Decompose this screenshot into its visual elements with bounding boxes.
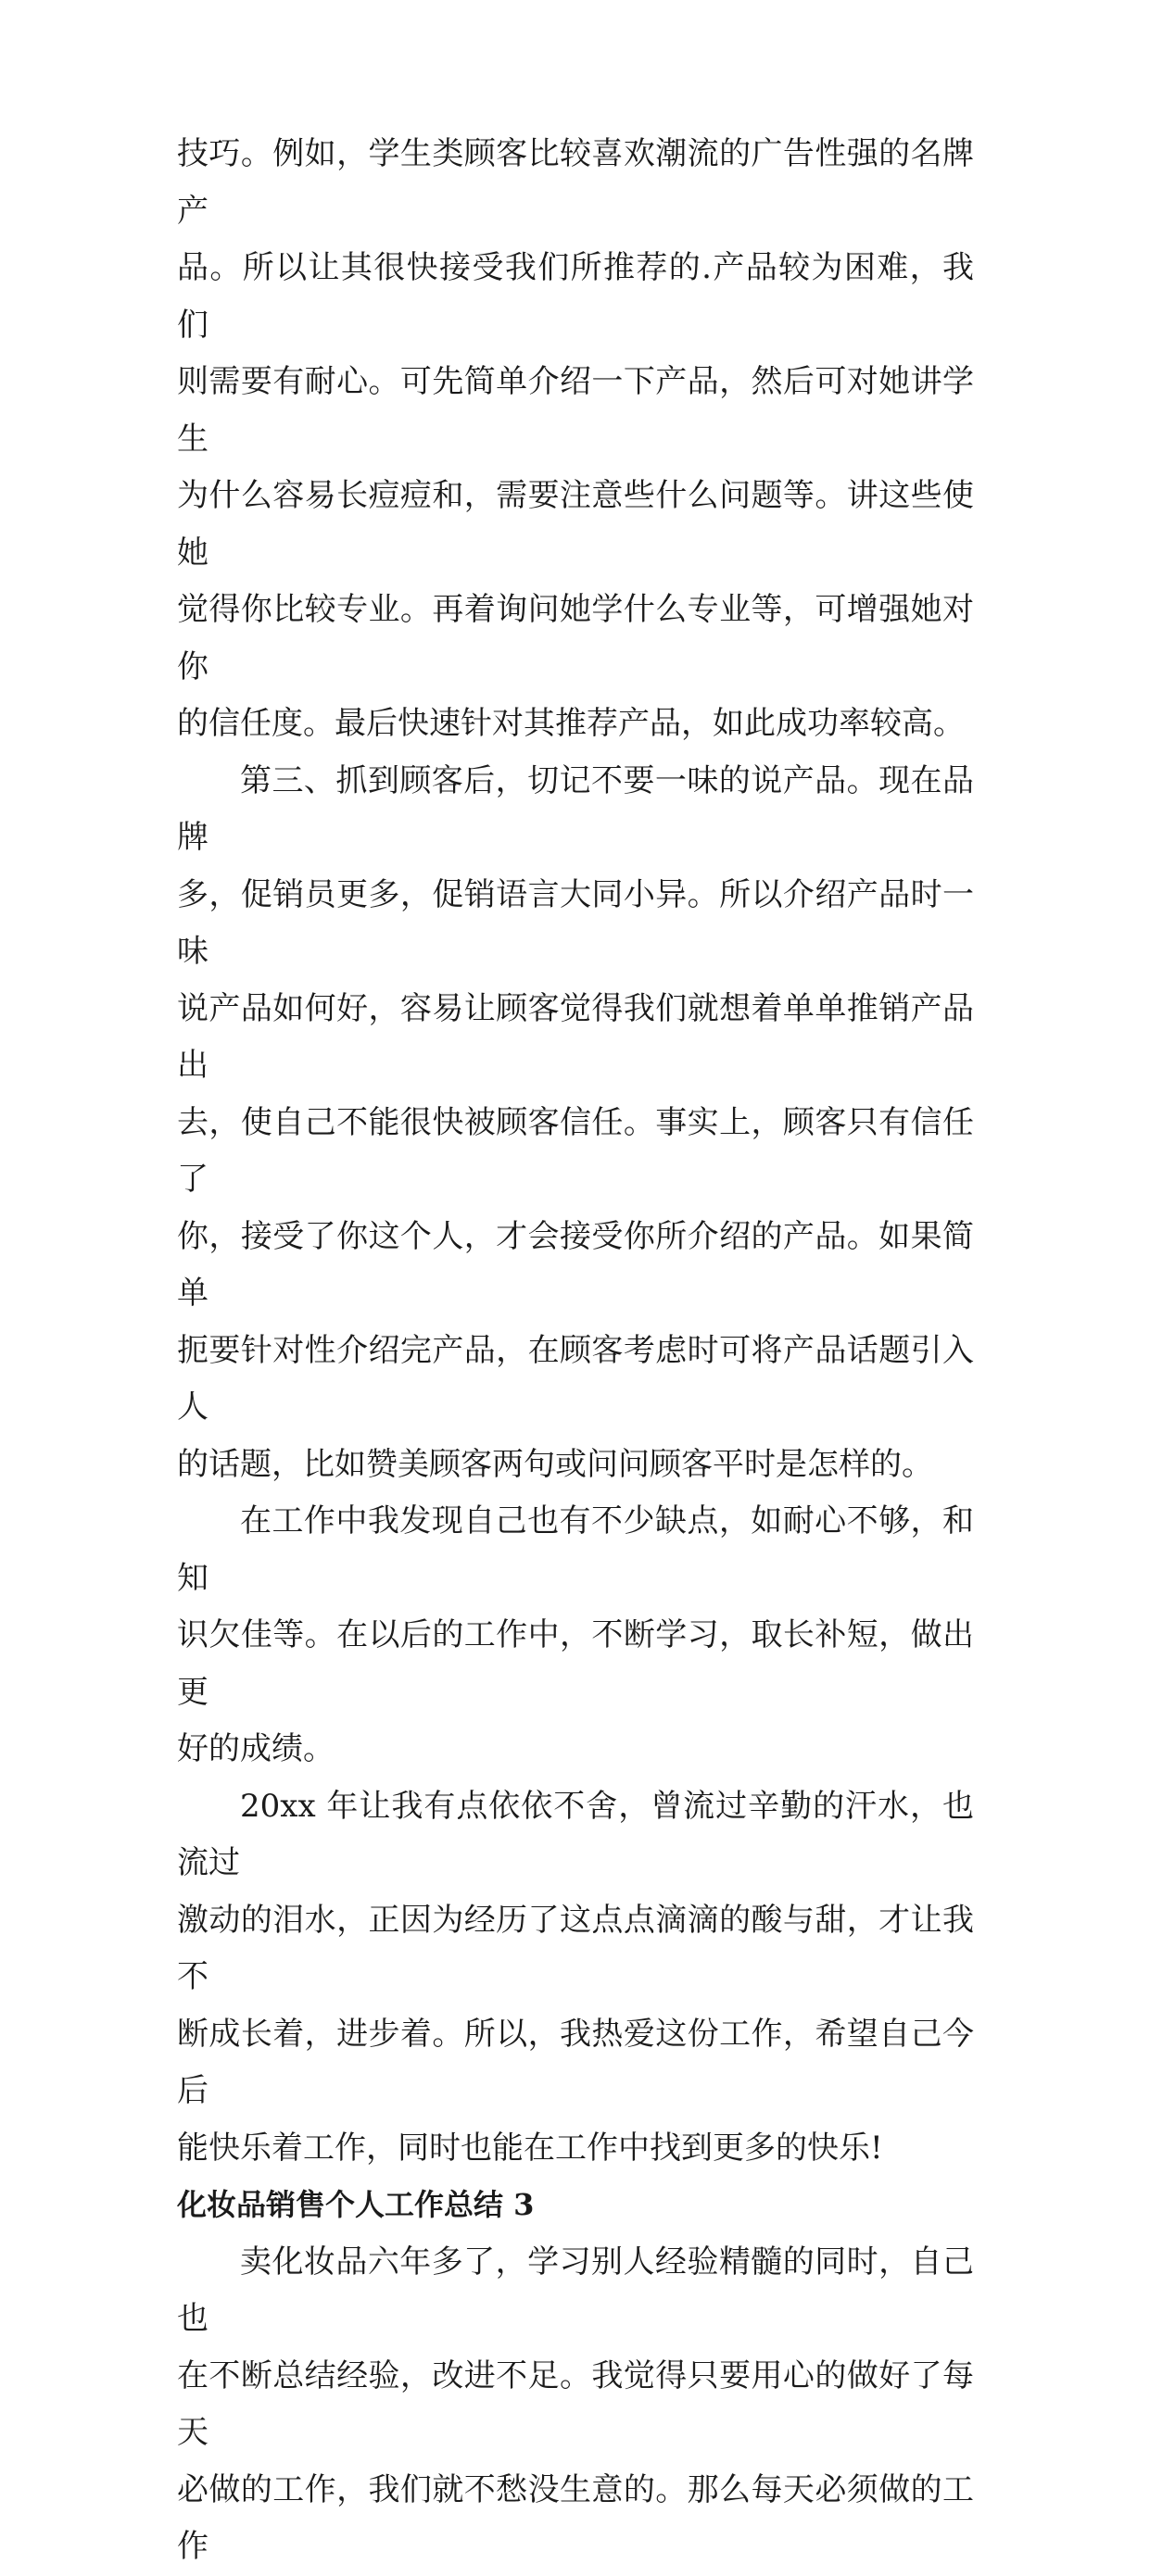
document-body [177, 126, 974, 2576]
section-heading: 化妆品销售个人工作总结 3 [177, 2187, 535, 2222]
paragraph-shortcomings: 在工作中我发现自己也有不少缺点，如耐心不够，和知 识欠佳等。在以后的工作中，不断学习，取长补短，做出更 好的成绩。 [177, 1502, 974, 1767]
paragraph-student-customers: 技巧。例如，学生类顾客比较喜欢潮流的广告性强的名牌产 品。所以让其很快接受我们所推荐的.产品较为困难，我们 则需要有耐心。可先简单介绍一下产品，然后可对她讲学生 为什么容易长痘痘和，需要注意些什么问题等。讲这些使她 觉得你比较专业。再着询问她学什么专业等，可增强她对你 的信任度。最后快速针对其推荐产品，如此成功率较高。 [177, 135, 974, 742]
paragraph-six-years: 卖化妆品六年多了，学习别人经验精髓的同时，自己也 在不断总结经验，改进不足。我觉得只要用心的做好了每天 必做的工作，我们就不愁没生意的。那么每天必须做的工作 [177, 2243, 974, 2565]
paragraph-year-reflection: 20xx 年让我有点依依不舍，曾流过辛勤的汗水，也流过 激动的泪水，正因为经历了这点点滴滴的酸与甜，才让我不 断成长着，进步着。所以，我热爱这份工作，希望自己今后 能快乐着工作，同时也能在工作中找到更多的快乐! [177, 1787, 974, 2167]
paragraph-point-three: 第三、抓到顾客后，切记不要一味的说产品。现在品牌 多，促销员更多，促销语言大同小异。所以介绍产品时一味 说产品如何好，容易让顾客觉得我们就想着单单推销产品出 去，使自己不能很快被顾客信任。事实上，顾客只有信任了 你，接受了你这个人，才会接受你所介绍的产品。如果简单 扼要针对性介绍完产品，在顾客考虑时可将产品话题引入人 的话题，比如赞美顾客两句或问问顾客平时是怎样的。 [177, 761, 974, 1483]
